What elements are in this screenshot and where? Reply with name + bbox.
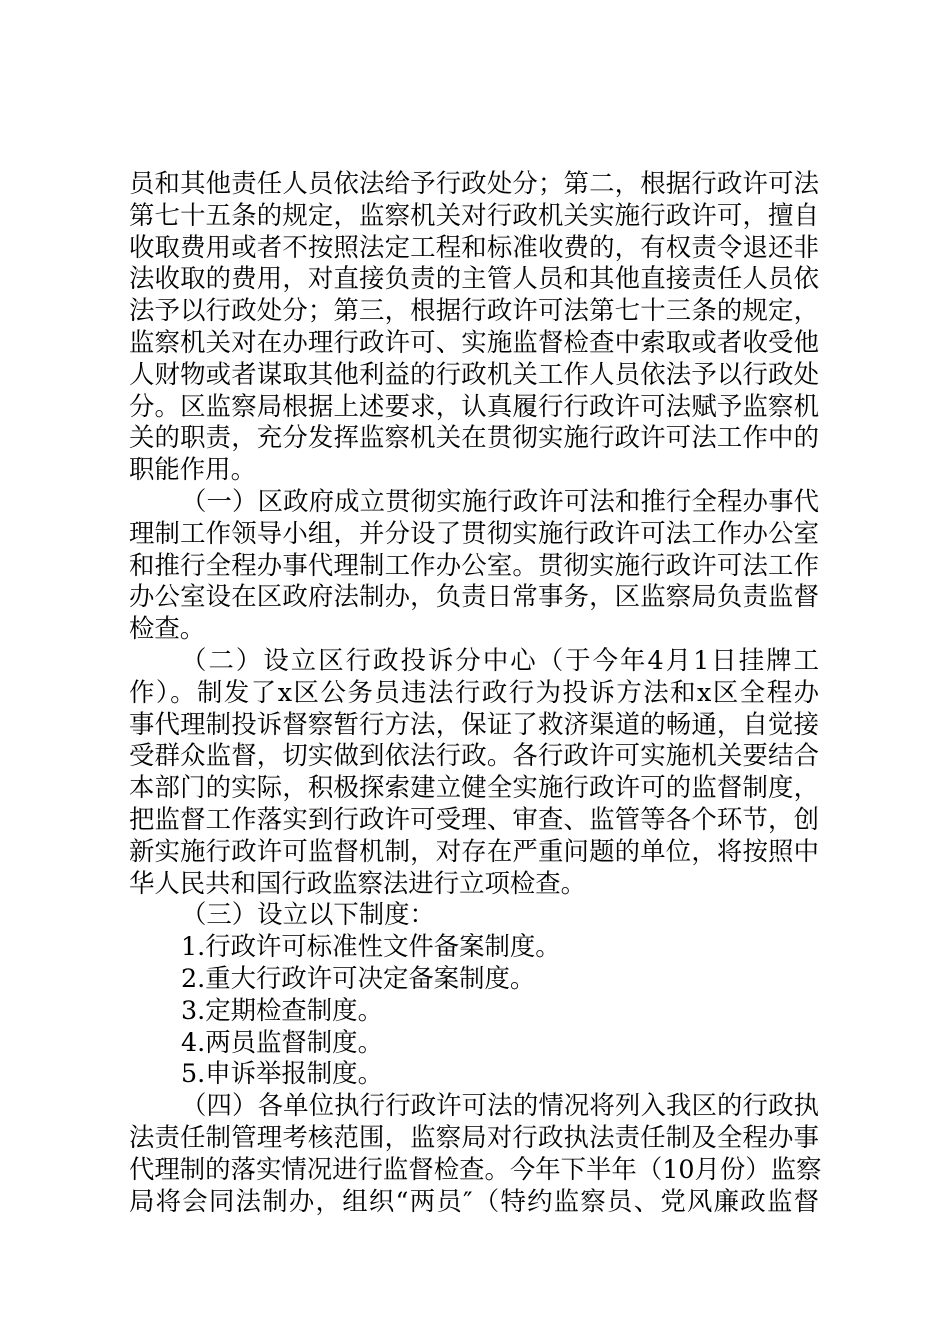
text-line: 新实施行政许可监督机制，对存在严重问题的单位，将按照中 [129, 835, 819, 866]
text-line: 人财物或者谋取其他利益的行政机关工作人员依法予以行政处 [129, 358, 819, 389]
text-line: 监察机关对在办理行政许可、实施监督检查中索取或者收受他 [129, 326, 819, 357]
text-line: 作）。制发了x区公务员违法行政行为投诉方法和x区全程办 [129, 676, 819, 707]
text-line: 法责任制管理考核范围，监察局对行政执法责任制及全程办事 [129, 1121, 819, 1152]
text-line: 华人民共和国行政监察法进行立项检查。 [129, 867, 587, 898]
text-line: 法予以行政处分；第三，根据行政许可法第七十三条的规定， [129, 295, 819, 326]
paragraph-4-heading-line: （四）各单位执行行政许可法的情况将列入我区的行政执 [181, 1090, 819, 1121]
text-line: 和推行全程办事代理制工作办公室。贯彻实施行政许可法工作 [129, 549, 819, 580]
text-line: 分。区监察局根据上述要求，认真履行行政许可法赋予监察机 [129, 390, 819, 421]
text-line: 受群众监督，切实做到依法行政。各行政许可实施机关要结合 [129, 740, 819, 771]
text-line: 本部门的实际，积极探索建立健全实施行政许可的监督制度， [129, 772, 819, 803]
text-line: 收取费用或者不按照法定工程和标准收费的，有权责令退还非 [129, 231, 819, 262]
document-body [129, 168, 822, 1217]
paragraph-1-heading-line: （一）区政府成立贯彻实施行政许可法和推行全程办事代 [181, 485, 819, 516]
text-line: 事代理制投诉督察暂行方法，保证了救济渠道的畅通，自觉接 [129, 708, 819, 739]
list-item: 5.申诉举报制度。 [181, 1058, 383, 1089]
paragraph-3-heading-line: （三）设立以下制度： [181, 899, 435, 930]
text-line: 检查。 [129, 613, 206, 644]
text-line: 代理制的落实情况进行监督检查。今年下半年（10月份）监察 [129, 1153, 822, 1184]
list-item: 1.行政许可标准性文件备案制度。 [181, 931, 561, 962]
text-line: 职能作用。 [129, 454, 256, 485]
list-item: 4.两员监督制度。 [181, 1026, 383, 1057]
list-item: 2.重大行政许可决定备案制度。 [181, 962, 536, 993]
text-line: 把监督工作落实到行政许可受理、审查、监管等各个环节，创 [129, 803, 819, 834]
text-line: 办公室设在区政府法制办，负责日常事务，区监察局负责监督 [129, 581, 819, 612]
text-line: 员和其他责任人员依法给予行政处分；第二，根据行政许可法 [129, 168, 819, 198]
paragraph-2-heading-line: （二）设立区行政投诉分中心（于今年4月1日挂牌工 [181, 644, 819, 675]
text-line: 局将会同法制办，组织“两员″（特约监察员、党风廉政监督 [129, 1185, 819, 1216]
text-line: 理制工作领导小组，并分设了贯彻实施行政许可法工作办公室 [129, 517, 819, 548]
text-line: 第七十五条的规定，监察机关对行政机关实施行政许可，擅自 [129, 199, 819, 230]
text-line: 关的职责，充分发挥监察机关在贯彻实施行政许可法工作中的 [129, 422, 819, 453]
text-line: 法收取的费用，对直接负责的主管人员和其他直接责任人员依 [129, 263, 819, 294]
list-item: 3.定期检查制度。 [181, 994, 383, 1025]
